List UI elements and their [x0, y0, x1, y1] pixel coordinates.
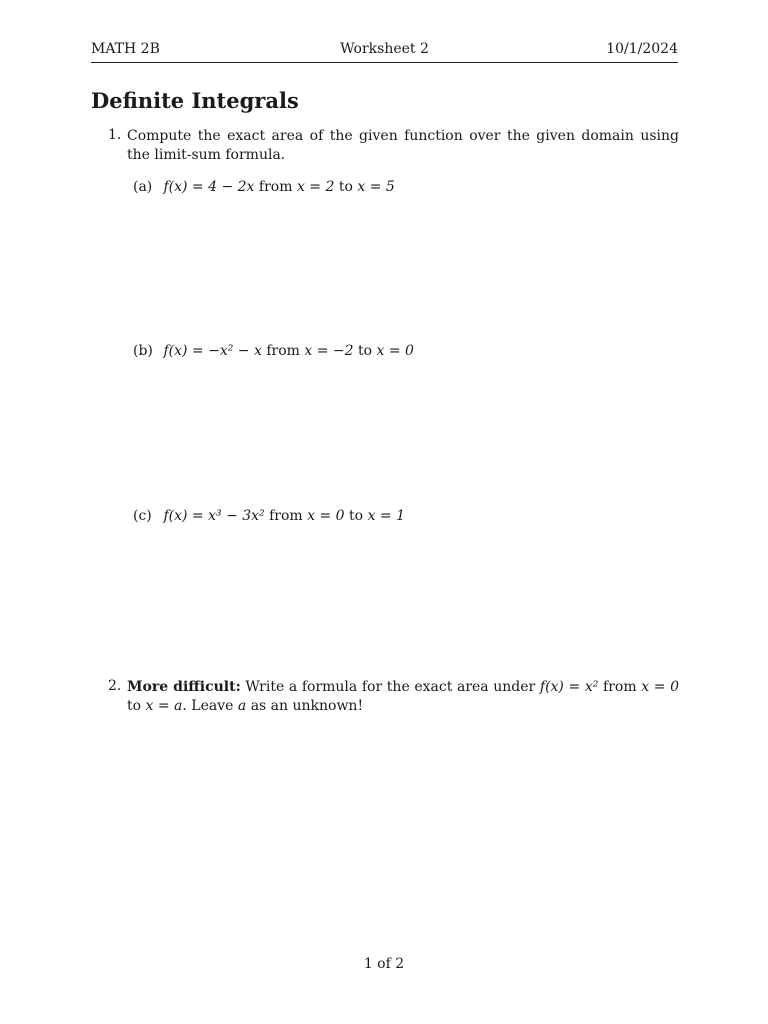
function-name: f(x) — [163, 179, 188, 195]
from-word: from — [258, 179, 293, 195]
difficulty-label: More difficult: — [127, 679, 241, 695]
function-expression: f(x) = x² — [539, 679, 599, 695]
lower-bound: x = −2 — [304, 343, 354, 359]
function-expression: 4 − 2x — [208, 179, 255, 195]
to-word: to — [357, 343, 373, 359]
problem-2-segment: as an unknown! — [250, 698, 364, 714]
function-name: f(x) — [163, 508, 188, 524]
function-expression: −x² − x — [208, 343, 262, 359]
course-label: MATH 2B — [91, 41, 160, 57]
upper-bound: x = 0 — [376, 343, 414, 359]
problem-2-segment: to — [127, 698, 142, 714]
part-label: (a) — [133, 179, 153, 195]
page-number: 1 of 2 — [363, 956, 405, 972]
upper-bound: x = 1 — [367, 508, 405, 524]
problem-1a: (a) f(x) = 4 − 2x from x = 2 to x = 5 — [133, 179, 395, 195]
problem-2-segment: Write a formula for the exact area under — [245, 679, 536, 695]
problem-1-text: Compute the exact area of the given function over the given domain using the limit-sum formula. — [127, 128, 679, 163]
date-label: 10/1/2024 — [606, 41, 678, 57]
from-word: from — [266, 343, 300, 359]
problem-1c: (c) f(x) = x³ − 3x² from x = 0 to x = 1 — [133, 508, 405, 524]
problem-1-number: 1. — [108, 127, 122, 143]
unknown-variable: a — [237, 698, 247, 714]
problem-2-segment: . Leave — [182, 698, 234, 714]
function-name: f(x) — [163, 343, 188, 359]
lower-bound: x = 0 — [641, 679, 680, 695]
from-word: from — [269, 508, 303, 524]
page-header — [91, 40, 678, 63]
problem-1b: (b) f(x) = −x² − x from x = −2 to x = 0 — [133, 343, 414, 359]
upper-bound: x = a — [145, 698, 183, 714]
problem-2-segment: from — [603, 679, 637, 695]
lower-bound: x = 0 — [307, 508, 345, 524]
to-word: to — [338, 179, 353, 195]
part-label: (b) — [133, 343, 153, 359]
upper-bound: x = 5 — [357, 179, 395, 195]
part-label: (c) — [133, 508, 152, 524]
function-expression: x³ − 3x² — [208, 508, 265, 524]
problem-2-number: 2. — [108, 678, 122, 694]
worksheet-label: Worksheet 2 — [340, 41, 429, 57]
problem-2-text — [127, 678, 679, 716]
to-word: to — [349, 508, 364, 524]
page-title: Definite Integrals — [91, 88, 299, 113]
lower-bound: x = 2 — [296, 179, 335, 195]
